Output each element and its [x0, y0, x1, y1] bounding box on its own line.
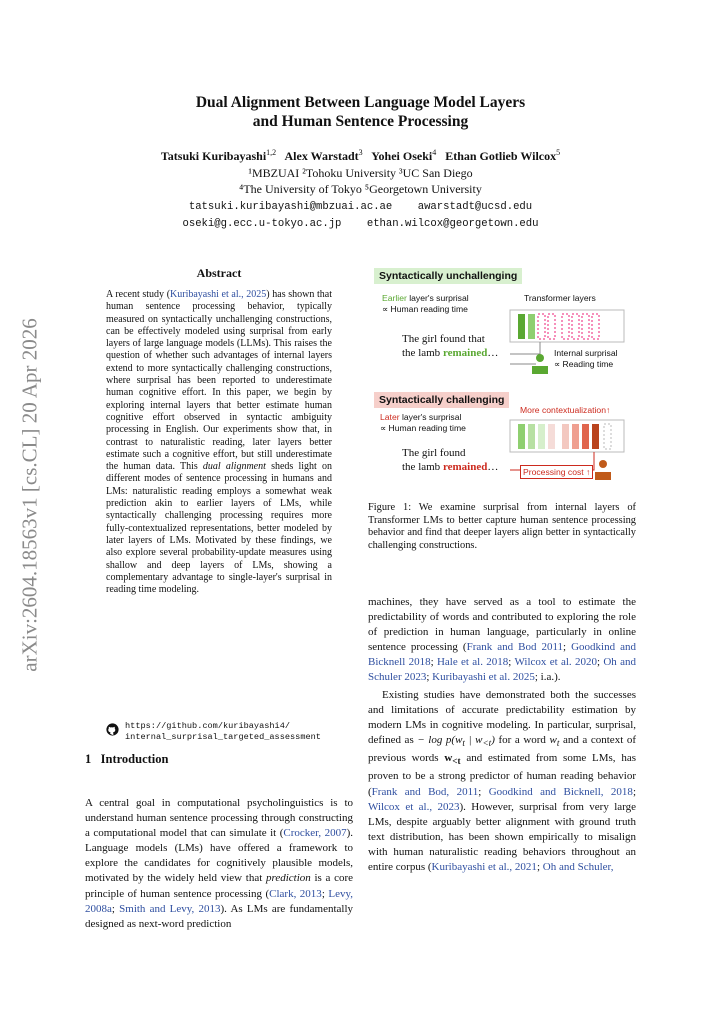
unchallenging-note-2: ∝ Human reading time: [382, 304, 468, 314]
math-surprisal: [417, 733, 495, 749]
layer-bar: [528, 424, 535, 449]
body-text: Existing studies have demonstrated both the successes and limitations of accurate predictability estimation by modern LMs in cognitive modeling. In particular, surprisal, defined as: [368, 688, 636, 746]
math-part: | w: [464, 733, 483, 746]
layer-bar: [604, 424, 611, 449]
citation-link[interactable]: Wilcox et al. 2020: [514, 656, 597, 669]
processing-cost-label: Processing cost ↑: [520, 465, 593, 479]
github-url-line-2[interactable]: internal_surprisal_targeted_assessment: [125, 732, 321, 742]
intro-right-column: [368, 595, 636, 875]
math-word: [549, 733, 560, 749]
author-list: [0, 148, 721, 164]
math-part: − log p(w: [417, 733, 463, 746]
citation-link[interactable]: Kuribayashi et al. 2025: [432, 671, 535, 684]
more-contextualization-label: More contextualization↑: [520, 405, 611, 415]
earlier-label: Earlier: [382, 293, 407, 303]
citation-link[interactable]: Levy, 2008a: [85, 887, 353, 915]
math-sub: <t: [482, 738, 492, 749]
author-1: Tatsuki Kuribayashi: [160, 149, 267, 163]
challenging-note-2: ∝ Human reading time: [380, 423, 466, 433]
github-link-block[interactable]: [106, 721, 342, 743]
layer-bar: [548, 314, 555, 339]
body-text: ;: [563, 641, 572, 654]
body-text: and a context of previous words: [368, 733, 636, 765]
body-text: machines, they have served as a tool to estimate the predictability of words and contributed to exploring the role of prediction in human language, particularly in online sentence processing (: [368, 596, 636, 654]
challenging-title: Syntactically challenging: [374, 392, 509, 408]
paragraph: [368, 595, 636, 686]
body-text: for a word: [494, 733, 550, 746]
arxiv-stamp-text: arXiv:2604.18563v1 [cs.CL] 20 Apr 2026: [17, 318, 42, 672]
body-text: ; i.a.).: [534, 671, 561, 684]
math-sub: <t: [452, 756, 461, 767]
author-2-sup: 3: [358, 148, 363, 157]
title-line-1: Dual Alignment Between Language Model Layers: [195, 94, 526, 111]
citation-link[interactable]: Hale et al. 2018: [436, 656, 509, 669]
citation-link[interactable]: Frank and Bod 2011: [466, 641, 564, 654]
body-text: ;: [508, 656, 515, 669]
sentence-2-line-1: The girl found: [402, 447, 466, 459]
email-line-2: oseki@g.ecc.u-tokyo.ac.jp ethan.wilcox@georgetown.edu: [182, 218, 539, 230]
layer-bar: [548, 424, 555, 449]
sentence-1-line-2: the lamb: [402, 347, 443, 359]
body-text: ;: [596, 656, 604, 669]
layer-bar: [538, 314, 545, 339]
math-part: w: [549, 733, 557, 746]
layer-bar: [592, 314, 599, 339]
github-icon: [106, 723, 119, 736]
citation-link[interactable]: Clark, 2013: [269, 887, 322, 900]
intro-left-column: [85, 796, 353, 932]
body-text: ;: [111, 902, 120, 915]
layer-bar: [582, 314, 589, 339]
author-4-sup: 5: [556, 148, 561, 157]
abstract-emphasis: dual alignment: [202, 461, 266, 473]
math-part: ): [491, 733, 495, 746]
section-number: 1: [85, 752, 92, 766]
body-emphasis: prediction: [265, 872, 311, 885]
author-3-sup: 4: [432, 148, 437, 157]
citation-link[interactable]: Oh and Schuler 2023: [368, 656, 636, 684]
affiliation-line-2: ⁴The University of Tokyo ⁵Georgetown University: [239, 182, 482, 196]
citation-link[interactable]: Smith and Levy, 2013: [119, 902, 221, 915]
layer-bar: [562, 314, 569, 339]
abstract-body: [106, 289, 332, 596]
layer-bar: [518, 314, 525, 339]
layer-bar: [538, 424, 545, 449]
body-text: ;: [478, 785, 489, 798]
internal-surprisal-label: [554, 348, 618, 370]
later-label: Later: [380, 412, 400, 422]
citation-link[interactable]: Oh and Schuler,: [542, 860, 614, 873]
sentence-2-tail: …: [487, 461, 499, 473]
body-text: ;: [321, 887, 329, 900]
sentence-1-line-1: The girl found that: [402, 333, 485, 345]
author-4: Ethan Gotlieb Wilcox: [445, 149, 557, 163]
layer-bar: [572, 424, 579, 449]
body-text: ). Language models (LMs) have offered a framework to explore the candidates for cognitively plausible models, motivated by the widely held view that: [85, 827, 353, 885]
body-text: ;: [632, 785, 636, 798]
unchallenging-note: [382, 293, 469, 315]
reader-book: [595, 472, 611, 480]
layer-bar: [528, 314, 535, 339]
reader-head: [599, 460, 607, 468]
math-sub: t: [556, 738, 560, 749]
author-3: Yohei Oseki: [371, 149, 433, 163]
paper-title: [0, 93, 721, 131]
email-line-1: tatsuki.kuribayashi@mbzuai.ac.ae awarstadt@ucsd.edu: [188, 201, 533, 213]
author-1-sup: 1,2: [266, 148, 277, 157]
sentence-2-line-2: the lamb: [402, 461, 443, 473]
layer-box-top: [510, 310, 624, 342]
arxiv-stamp: [10, 295, 50, 695]
math-sub: t: [462, 738, 465, 749]
body-text: A central goal in computational psycholinguistics is to understand human sentence processing through constructing a computational model that can simulate it (: [85, 797, 353, 840]
citation-link[interactable]: Kuribayashi et al., 2025: [170, 289, 267, 300]
citation-link[interactable]: Crocker, 2007: [283, 827, 347, 840]
citation-link[interactable]: Kuribayashi et al., 2021: [431, 860, 537, 873]
abstract-heading: Abstract: [196, 266, 242, 280]
abstract-text-3: sheds light on different modes of sentence processing in humans and LMs: naturalistic reading employs a somewhat weak prediction akin to earlier layers of LMs, while syntactically challenging processing requires more fully-contextualized representations, better modeled by later layers of LMs. Motivated by these findings, we also explore several probability-update measures using shallow and deep layers of LMs, showing a complementary advantage to single-layer's surprisal in reading time modeling.: [106, 461, 332, 596]
section-heading: [85, 752, 168, 767]
sentence-2-word: remained: [442, 461, 488, 473]
layers-diagram-bottom: [506, 416, 636, 491]
body-text: ). As LMs are fundamentally designed as next-word prediction: [85, 902, 354, 930]
section-title: Introduction: [100, 752, 169, 766]
sentence-1-tail: …: [487, 347, 499, 359]
earlier-label-rest: layer's surprisal: [406, 293, 469, 303]
paragraph: [368, 688, 636, 876]
layer-bar: [518, 424, 525, 449]
sentence-1-word: remained: [442, 347, 488, 359]
sentence-2: [402, 446, 498, 474]
body-text: is a core principle of human sentence processing (: [85, 872, 353, 900]
citation-link[interactable]: Goodkind and Bicknell, 2018: [488, 785, 633, 798]
body-text: ). However, surprisal from very large LMs, despite arguably better alignment with ground truth text distribution, has been shown empirically to misalign with human naturalistic reading behaviors throughout an entire corpus (: [368, 800, 636, 873]
layer-bar: [572, 314, 579, 339]
citation-link[interactable]: Goodkind and Bicknell 2018: [368, 641, 636, 669]
body-text: and estimated from some LMs, has proven to be a strong predictor of human reading behavior (: [368, 752, 636, 798]
abstract-text-1: A recent study (: [106, 289, 171, 300]
layers-diagram-top: [506, 306, 636, 386]
body-text: ;: [426, 671, 433, 684]
transformer-label: Transformer layers: [524, 293, 596, 303]
abstract-text-2: ) has shown that human sentence processing behavior, typically measured on syntactically unchallenging constructions, can be effectively modeled using surprisal from early layers of large language models (LLMs). This raises the question of whether such advantages of internal layers extend to more syntactically challenging constructions, where surprisal has been reported to underestimate human cognitive effort. In this paper, we begin by exploring internal layers that better estimate human cognitive effort observed in syntactic ambiguity processing in English. Our experiments show that, in contrast to naturalistic reading, later layers better estimate such a cognitive effort, but still underestimate the human data. This: [106, 289, 332, 473]
reader-book: [532, 366, 548, 374]
layer-bar: [592, 424, 599, 449]
figure-caption: Figure 1: We examine surprisal from internal layers of Transformer LMs to better capture human sentence processing behavior and find that deeper layers align better in syntactically challenging constructions.: [368, 502, 636, 551]
layer-bar: [562, 424, 569, 449]
title-line-2: and Human Sentence Processing: [252, 113, 469, 130]
internal-label-1: Internal surprisal: [554, 348, 618, 358]
github-url-line-1[interactable]: https://github.com/kuribayashi4/: [125, 721, 291, 731]
unchallenging-title: Syntactically unchallenging: [374, 268, 522, 284]
arrow-line: [510, 342, 540, 354]
internal-label-2: ∝ Reading time: [554, 359, 614, 369]
layer-bar: [582, 424, 589, 449]
math-context: [444, 752, 461, 767]
author-2: Alex Warstadt: [284, 149, 359, 163]
challenging-note: [380, 412, 466, 434]
citation-link[interactable]: Wilcox et al., 2023: [368, 800, 460, 813]
body-text: ;: [536, 860, 543, 873]
reader-head: [536, 354, 544, 362]
sentence-1: [402, 332, 498, 360]
figure-1: [368, 266, 638, 491]
affiliation-line-1: ¹MBZUAI ²Tohoku University ³UC San Diego: [248, 166, 473, 180]
body-text: ;: [430, 656, 437, 669]
later-label-rest: layer's surprisal: [399, 412, 462, 422]
math-part: w: [444, 752, 453, 765]
citation-link[interactable]: Frank and Bod, 2011: [371, 785, 479, 798]
